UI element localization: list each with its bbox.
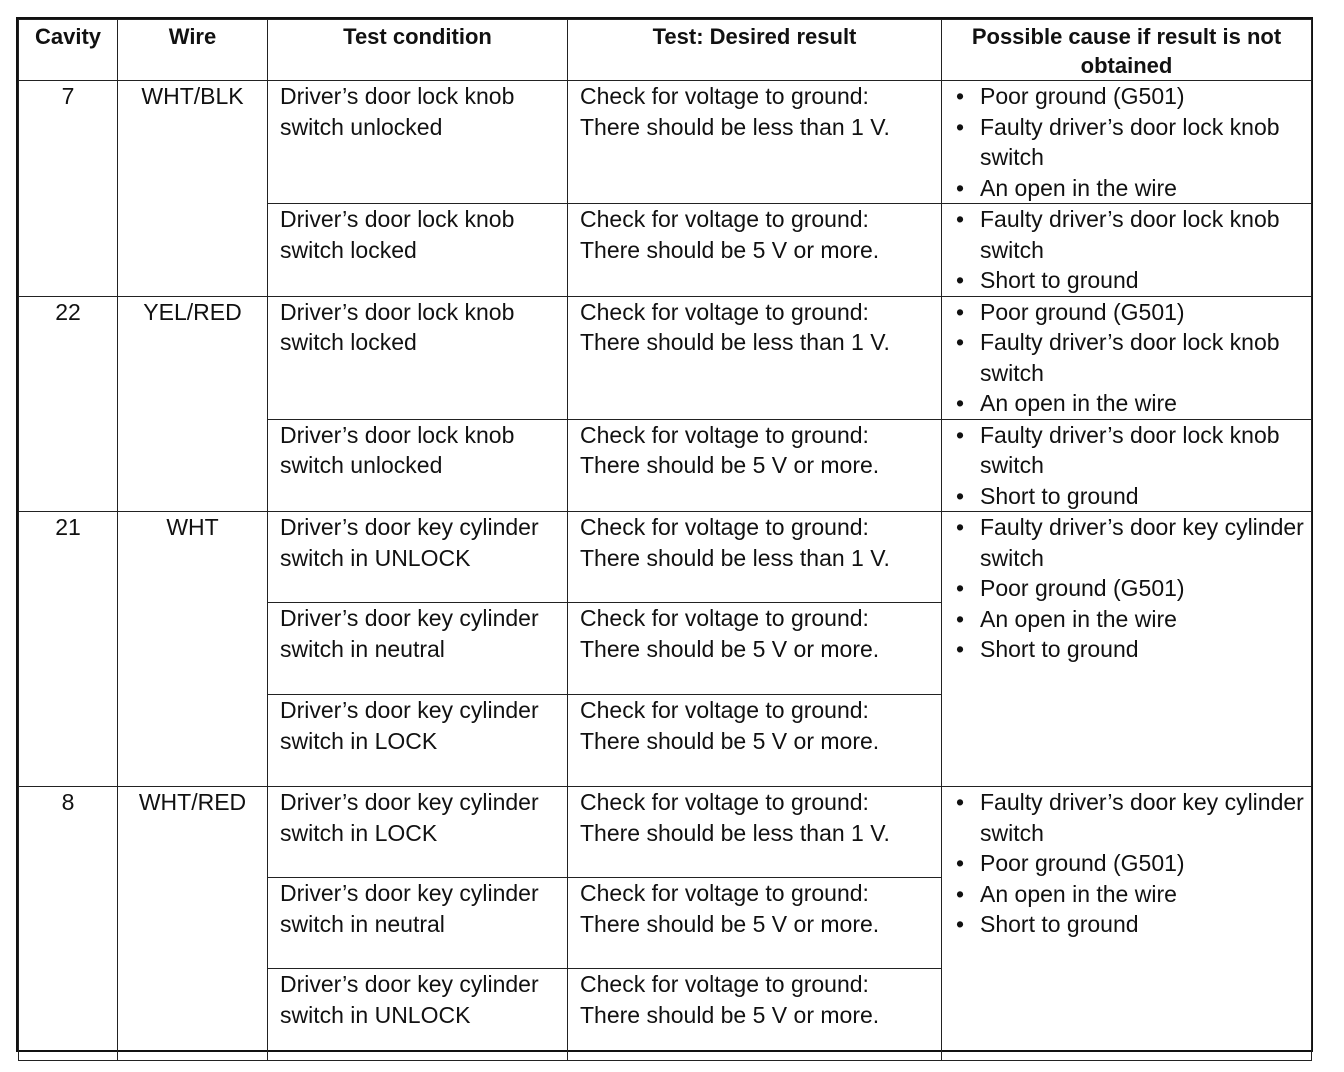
possible-cause-cell: [942, 81, 1312, 204]
cause-item: • Poor ground (G501): [954, 573, 1311, 604]
possible-cause-cell: [942, 204, 1312, 297]
cause-list: [942, 512, 1311, 665]
test-table-sheet: [16, 17, 1313, 1052]
wire-cell: WHT/BLK: [118, 81, 268, 297]
result-line: Check for voltage to ground:: [580, 298, 869, 325]
result-line: Check for voltage to ground:: [580, 514, 869, 540]
result-line: Check for voltage to ground:: [580, 421, 869, 448]
result-line: There should be less than 1 V.: [580, 819, 890, 846]
test-condition-cell: Driver’s door key cylinder switch in UNLOCK: [268, 969, 568, 1061]
test-condition-cell: Driver’s door key cylinder switch in UNLOCK: [268, 512, 568, 603]
header-row: [19, 20, 1312, 81]
cause-item: • Short to ground: [954, 481, 1311, 512]
wire-cell: WHT: [118, 512, 268, 787]
test-condition-cell: Driver’s door lock knob switch unlocked: [268, 81, 568, 204]
cause-item: • An open in the wire: [954, 173, 1311, 204]
cause-list: [942, 204, 1311, 296]
desired-result-cell: [568, 787, 942, 878]
result-line: Check for voltage to ground:: [580, 83, 869, 109]
cause-item: • Poor ground (G501): [954, 81, 1311, 112]
cause-item: • An open in the wire: [954, 388, 1311, 419]
desired-result-cell: [568, 204, 942, 297]
test-condition-cell: Driver’s door key cylinder switch in neutral: [268, 878, 568, 969]
cause-item: • Short to ground: [954, 634, 1311, 665]
cause-item: • Faulty driver’s door key cylinder switch: [954, 512, 1311, 573]
cause-item: • Poor ground (G501): [954, 848, 1311, 879]
cause-list: [942, 81, 1311, 203]
desired-result-cell: [568, 419, 942, 512]
result-line: Check for voltage to ground:: [580, 697, 869, 723]
desired-result-cell: [568, 296, 942, 419]
header-possible-cause: Possible cause if result is not obtained: [942, 20, 1312, 81]
cavity-cell: 7: [19, 81, 118, 297]
cause-item: • Poor ground (G501): [954, 297, 1311, 328]
wire-cell: WHT/RED: [118, 787, 268, 1061]
header-desired-result: Test: Desired result: [568, 20, 942, 81]
result-line: Check for voltage to ground:: [580, 605, 869, 631]
result-line: There should be 5 V or more.: [580, 1001, 880, 1028]
result-line: Check for voltage to ground:: [580, 880, 869, 906]
desired-result-cell: [568, 878, 942, 969]
test-condition-cell: Driver’s door key cylinder switch in neutral: [268, 603, 568, 695]
desired-result-cell: [568, 969, 942, 1061]
cause-list: [942, 297, 1311, 419]
table-row: [19, 81, 1312, 204]
result-line: There should be 5 V or more.: [580, 910, 880, 937]
cause-item: • Faulty driver’s door lock knob switch: [954, 420, 1311, 481]
result-line: There should be 5 V or more.: [580, 727, 880, 754]
table-row: [19, 787, 1312, 878]
result-line: Check for voltage to ground:: [580, 789, 869, 815]
cavity-cell: 22: [19, 296, 118, 512]
cause-item: • Faulty driver’s door lock knob switch: [954, 112, 1311, 173]
desired-result-cell: [568, 603, 942, 695]
cause-item: • Faulty driver’s door lock knob switch: [954, 204, 1311, 265]
cause-item: • Faulty driver’s door lock knob switch: [954, 327, 1311, 388]
possible-cause-cell: [942, 296, 1312, 419]
test-condition-cell: Driver’s door lock knob switch locked: [268, 204, 568, 297]
result-line: There should be less than 1 V.: [580, 329, 890, 355]
cause-item: • An open in the wire: [954, 879, 1311, 910]
desired-result-cell: [568, 81, 942, 204]
cavity-cell: 8: [19, 787, 118, 1061]
result-line: There should be 5 V or more.: [580, 452, 880, 478]
desired-result-cell: [568, 512, 942, 603]
result-line: There should be less than 1 V.: [580, 113, 890, 140]
cause-item: • Short to ground: [954, 265, 1311, 296]
wire-cell: YEL/RED: [118, 296, 268, 512]
test-condition-cell: Driver’s door key cylinder switch in LOCK: [268, 695, 568, 787]
cause-list: [942, 420, 1311, 512]
connector-test-table: [18, 19, 1312, 1061]
test-condition-cell: Driver’s door lock knob switch unlocked: [268, 419, 568, 512]
result-line: Check for voltage to ground:: [580, 971, 869, 997]
test-condition-cell: Driver’s door lock knob switch locked: [268, 296, 568, 419]
header-test-condition: Test condition: [268, 20, 568, 81]
table-row: [19, 296, 1312, 419]
header-cavity: Cavity: [19, 20, 118, 81]
cause-item: • Faulty driver’s door key cylinder switch: [954, 787, 1311, 848]
possible-cause-cell: [942, 512, 1312, 787]
test-condition-cell: Driver’s door key cylinder switch in LOCK: [268, 787, 568, 878]
table-row: [19, 512, 1312, 603]
result-line: Check for voltage to ground:: [580, 206, 869, 232]
result-line: There should be 5 V or more.: [580, 236, 880, 263]
result-line: There should be 5 V or more.: [580, 635, 880, 662]
result-line: There should be less than 1 V.: [580, 544, 890, 571]
cause-item: • Short to ground: [954, 909, 1311, 940]
cause-item: • An open in the wire: [954, 604, 1311, 635]
possible-cause-cell: [942, 787, 1312, 1061]
desired-result-cell: [568, 695, 942, 787]
header-wire: Wire: [118, 20, 268, 81]
cause-list: [942, 787, 1311, 940]
cavity-cell: 21: [19, 512, 118, 787]
possible-cause-cell: [942, 419, 1312, 512]
